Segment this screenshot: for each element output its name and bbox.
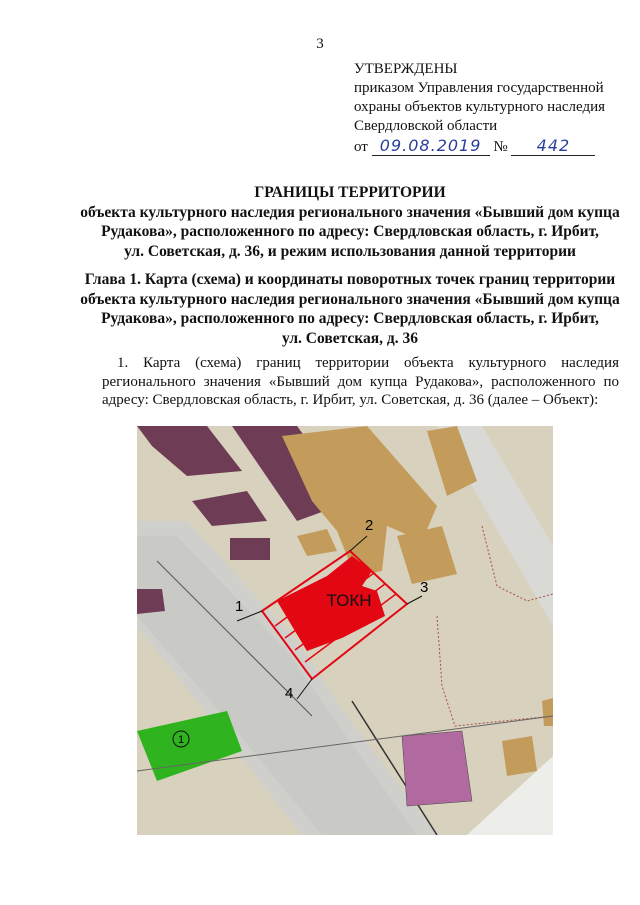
building xyxy=(402,731,472,806)
paragraph-1-text: 1. Карта (схема) границ территории объекта культурного наследия регионального значения «Бывший дом купца Рудакова», расположенного по адресу: Свердловская область, г. Ирбит, ул. Советская, д. 36 (далее – Объект): xyxy=(102,355,619,408)
handwritten-date: 09.08.2019 xyxy=(372,136,490,156)
approval-date-line xyxy=(354,136,605,157)
approval-line: приказом Управления государственной xyxy=(354,80,604,96)
chapter-line: объекта культурного наследия регионального значения «Бывший дом купца xyxy=(80,290,620,308)
point-label: 1 xyxy=(235,598,244,615)
circle-label: 1 xyxy=(177,734,185,746)
approval-line: охраны объектов культурного наследия xyxy=(354,99,606,115)
point-label: 3 xyxy=(420,579,429,596)
number-label: № xyxy=(493,139,508,155)
building xyxy=(502,736,537,776)
point-label: 2 xyxy=(365,517,374,534)
chapter-line: ул. Советская, д. 36 xyxy=(282,329,418,347)
page-number: 3 xyxy=(316,36,324,52)
paragraph-1 xyxy=(102,354,619,410)
building xyxy=(137,589,165,614)
approval-line: Свердловской области xyxy=(354,118,498,134)
territory-map xyxy=(137,426,553,835)
document-title xyxy=(60,183,640,261)
title-line: Рудакова», расположенного по адресу: Свердловская область, г. Ирбит, xyxy=(101,223,599,240)
title-line: ул. Советская, д. 36, и режим использования данной территории xyxy=(124,242,576,260)
object-label: ТОКН xyxy=(326,591,372,610)
chapter-line: Глава 1. Карта (схема) и координаты поворотных точек границ территории xyxy=(84,271,616,288)
chapter-line: Рудакова», расположенного по адресу: Свердловская область, г. Ирбит, xyxy=(101,310,599,327)
building xyxy=(230,538,270,560)
chapter-heading xyxy=(60,270,640,348)
approval-heading: УТВЕРЖДЕНЫ xyxy=(354,61,458,77)
approval-block xyxy=(354,60,605,157)
title-line: ГРАНИЦЫ ТЕРРИТОРИИ xyxy=(254,184,446,201)
handwritten-number: 442 xyxy=(511,136,595,156)
from-label: от xyxy=(354,139,368,155)
title-line: объекта культурного наследия регионального значения «Бывший дом купца xyxy=(80,203,620,221)
point-label: 4 xyxy=(285,685,294,702)
